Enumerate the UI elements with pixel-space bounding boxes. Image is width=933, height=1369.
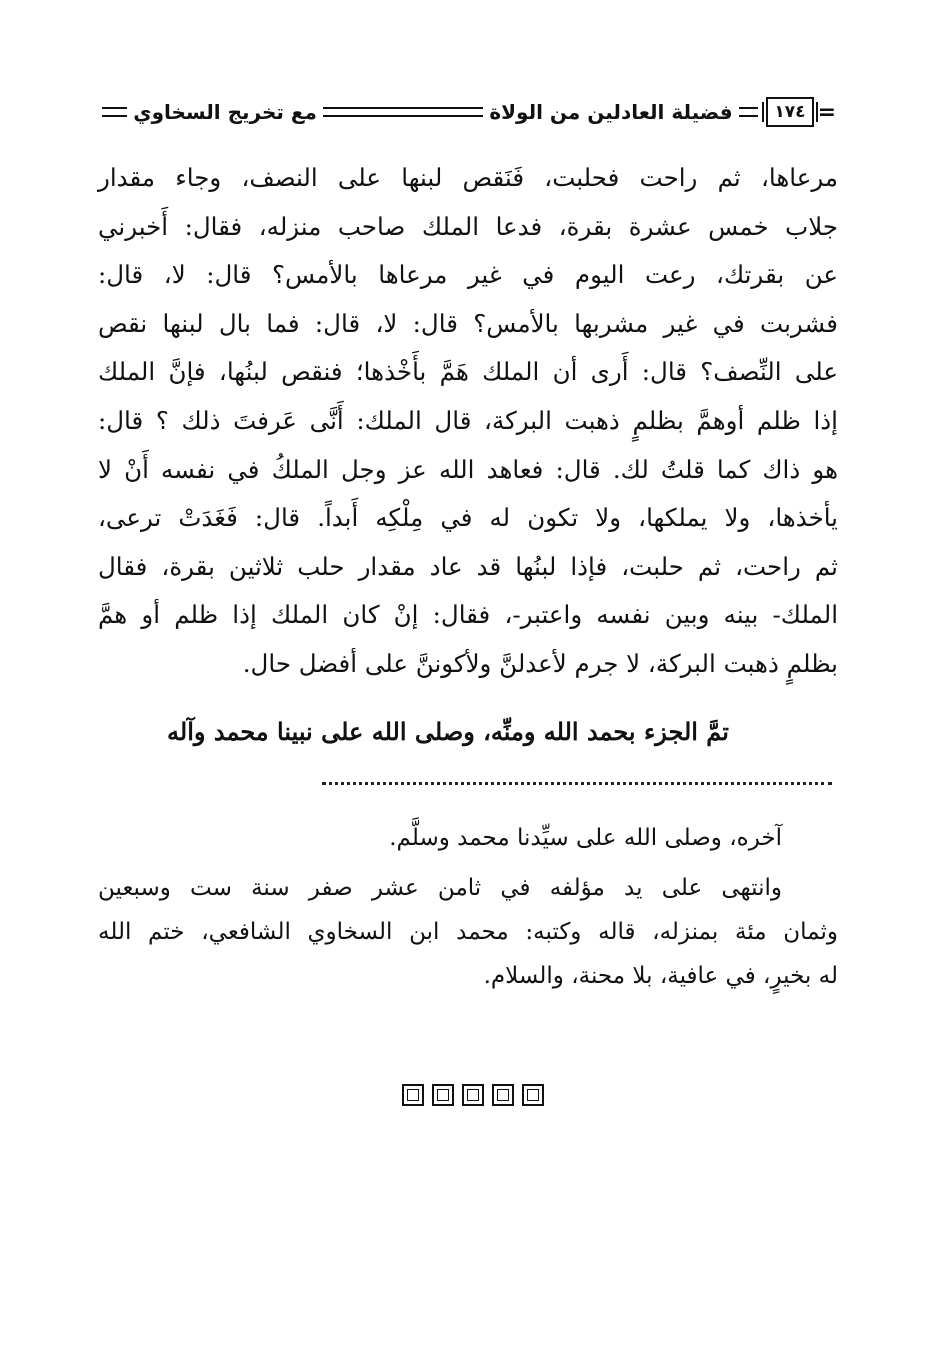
running-header bbox=[96, 92, 836, 132]
header-rule bbox=[102, 107, 127, 117]
colophon-text-line: وانتهى على يد مؤلفه في ثامن عشر صفر سنة ست وسبعين bbox=[98, 875, 782, 901]
dotted-separator bbox=[322, 772, 832, 785]
book-title: فضيلة العادلين من الولاة bbox=[489, 100, 733, 124]
text-line: الملك- بينه وبين نفسه واعتبر-، فقال: إنْ كان الملك إذا ظلم أو همَّ bbox=[98, 600, 838, 630]
colophon-paragraph bbox=[98, 866, 838, 998]
text-line: ثم راحت، ثم حلبت، فإذا لبنُها قد عاد مقدار حلب ثلاثين بقرة، فقال bbox=[98, 551, 838, 581]
text-line: على النِّصف؟ قال: أَرى أن الملك هَمَّ بأَخْذها؛ فنقص لبنُها، فإنَّ الملك bbox=[98, 357, 838, 387]
text-line: جلاب خمس عشرة بقرة، فدعا الملك صاحب منزله، فقال: أَخبرني bbox=[98, 211, 838, 241]
colophon-text-line: وثمان مئة بمنزله، قاله وكتبه: محمد ابن السخاوي الشافعي، ختم الله bbox=[98, 919, 838, 945]
header-mark: = bbox=[817, 99, 836, 125]
text-line: يأخذها، ولا يملكها، ولا تكون له في مِلْكِه أَبداً. قال: فَغَدَتْ ترعى، bbox=[98, 503, 838, 533]
closing-line: تمَّ الجزء بحمد الله ومنِّه، وصلى الله على نبينا محمد وآله bbox=[167, 717, 729, 746]
text-line: عن بقرتك، رعت اليوم في غير مرعاها بالأمس؟ قال: لا، قال: bbox=[98, 260, 838, 290]
colophon-text-line: له بخيرٍ، في عافية، بلا محنة، والسلام. bbox=[483, 963, 838, 989]
ornament-square-icon bbox=[492, 1084, 514, 1106]
colophon-line: آخره، وصلى الله على سيِّدنا محمد وسلَّم. bbox=[389, 825, 782, 851]
book-subtitle: مع تخريج السخاوي bbox=[133, 100, 317, 124]
text-line: فشربت في غير مشربها بالأمس؟ قال: لا، قال: فما بال لبنها نقص bbox=[98, 308, 838, 338]
end-ornament bbox=[402, 1084, 544, 1106]
text-line: إذا ظلم أوهمَّ بظلمٍ ذهبت البركة، قال الملك: أَنَّى عَرفتَ ذلك ؟ قال: bbox=[98, 405, 838, 435]
ornament-square-icon bbox=[522, 1084, 544, 1106]
page-number: ١٧٤ bbox=[766, 97, 813, 127]
ornament-square-icon bbox=[402, 1084, 424, 1106]
main-text bbox=[98, 154, 838, 689]
text-line: بظلمٍ ذهبت البركة، لا جرم لأعدلنَّ ولأكوننَّ على أفضل حال. bbox=[242, 648, 838, 678]
header-rule bbox=[739, 107, 759, 117]
text-line: هو ذاك كما قلتُ لك. قال: فعاهد الله عز وجل الملكُ في نفسه أَنْ لا bbox=[98, 454, 838, 484]
ornament-square-icon bbox=[432, 1084, 454, 1106]
header-rule bbox=[323, 107, 483, 117]
text-line: مرعاها، ثم راحت فحلبت، فَنَقص لبنها على النصف، وجاء مقدار bbox=[98, 163, 838, 192]
ornament-square-icon bbox=[462, 1084, 484, 1106]
